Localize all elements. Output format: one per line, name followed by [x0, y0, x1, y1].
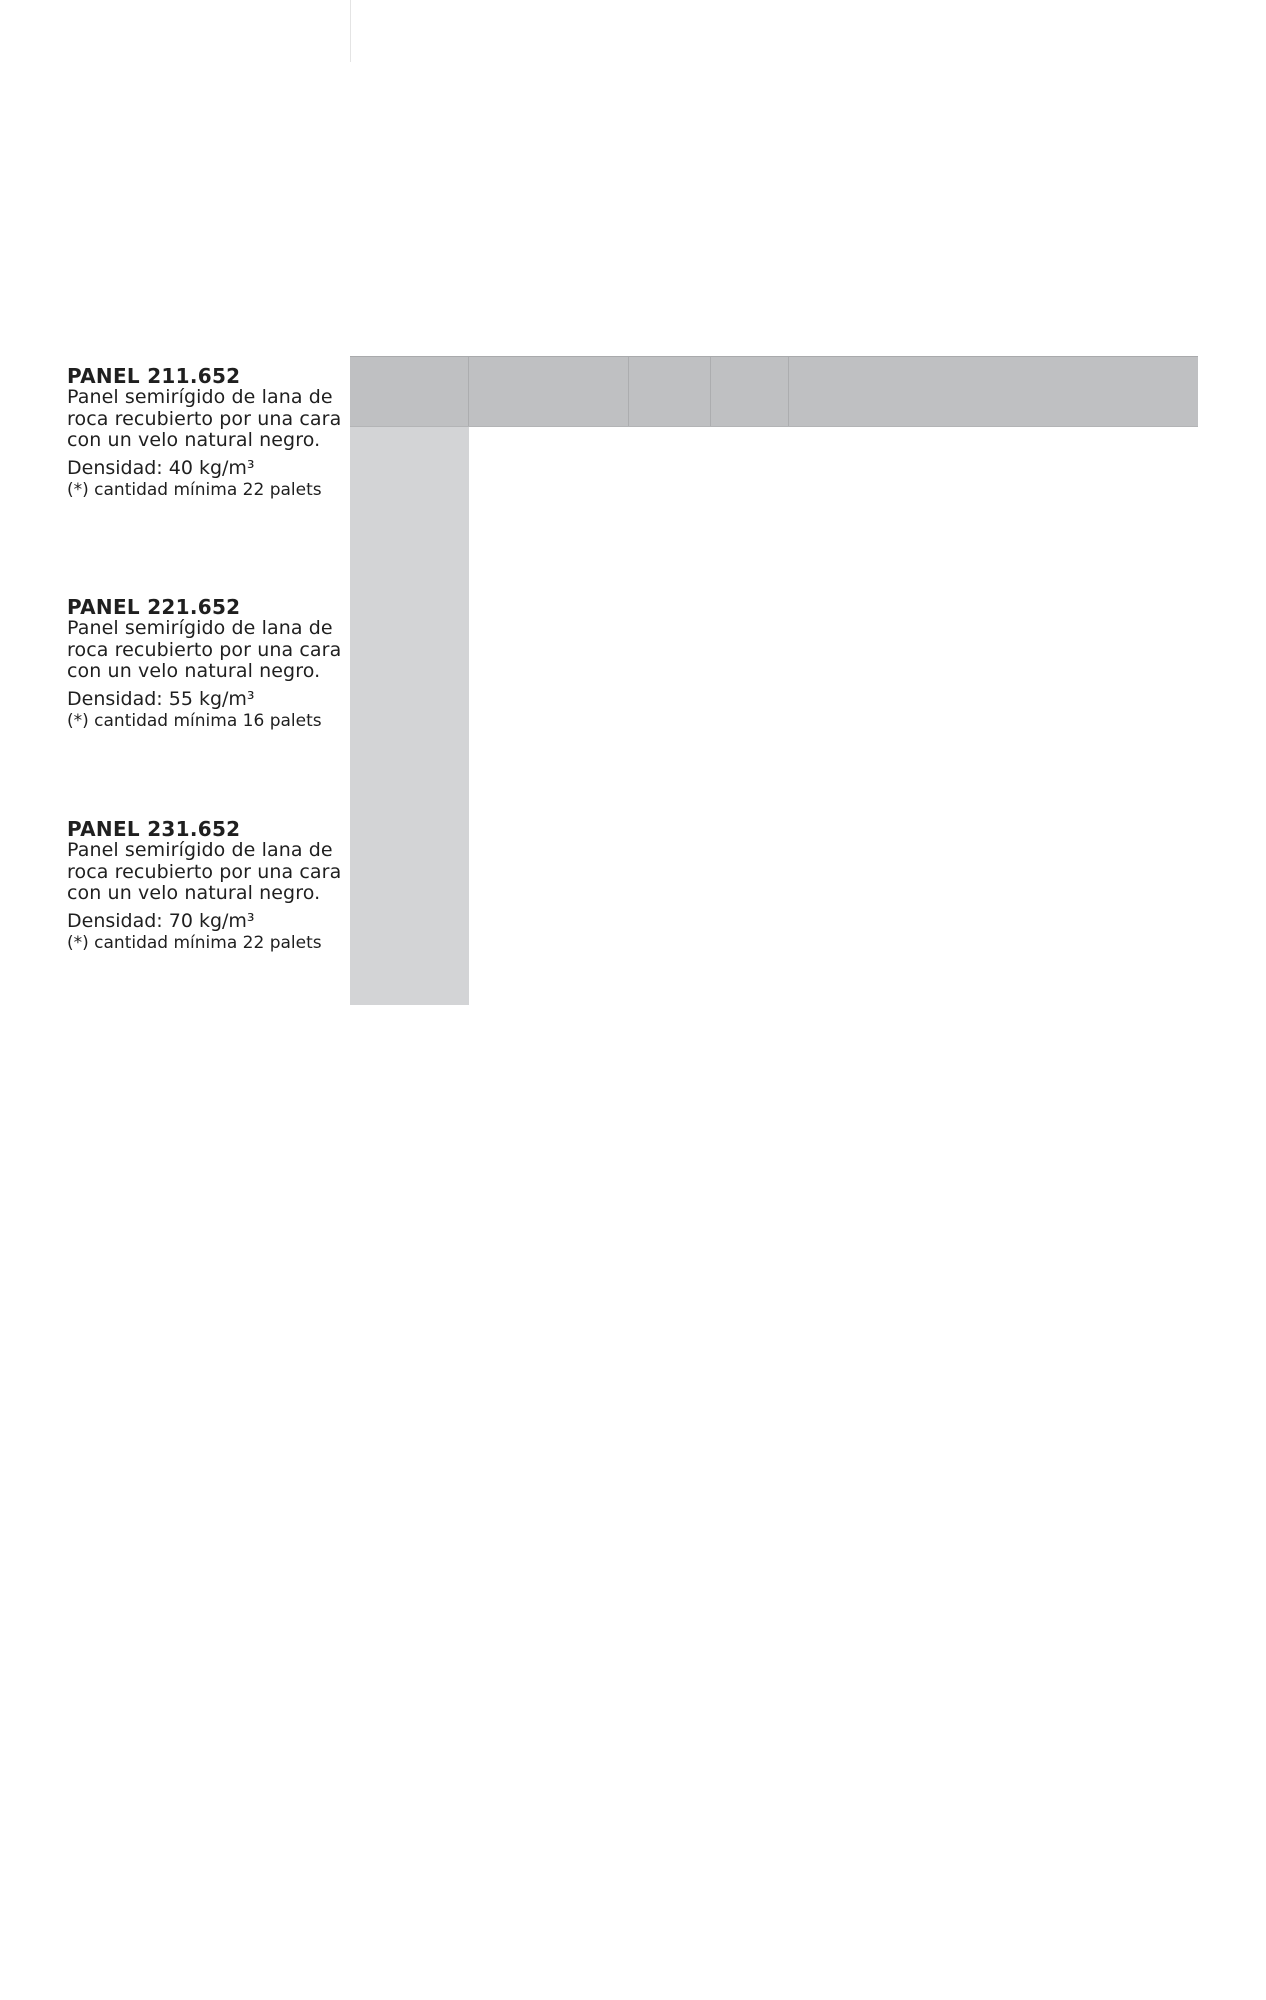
- product-description: Panel semirígido de lana de roca recubierto por una cara con un velo natural negro.: [67, 617, 342, 682]
- top-divider: [350, 0, 351, 62]
- product-block: [67, 596, 352, 732]
- table-header-cell: [789, 357, 1198, 426]
- table-header: [350, 356, 1198, 427]
- table-header-cell: [711, 357, 789, 426]
- product-density: Densidad: 70 kg/m³: [67, 909, 255, 932]
- product-description: Panel semirígido de lana de roca recubierto por una cara con un velo natural negro.: [67, 839, 342, 904]
- product-min-quantity: (*) cantidad mínima 22 palets: [67, 932, 322, 953]
- table-first-column: [350, 427, 469, 1005]
- product-block: [67, 365, 352, 501]
- product-block: [67, 818, 352, 954]
- table-header-cell: [629, 357, 711, 426]
- product-description: Panel semirígido de lana de roca recubierto por una cara con un velo natural negro.: [67, 386, 342, 451]
- product-min-quantity: (*) cantidad mínima 22 palets: [67, 479, 322, 500]
- product-density: Densidad: 55 kg/m³: [67, 687, 255, 710]
- product-min-quantity: (*) cantidad mínima 16 palets: [67, 710, 322, 731]
- product-name: PANEL 221.652: [67, 595, 241, 619]
- table-header-cell: [469, 357, 629, 426]
- product-density: Densidad: 40 kg/m³: [67, 456, 255, 479]
- product-name: PANEL 211.652: [67, 364, 241, 388]
- product-name: PANEL 231.652: [67, 817, 241, 841]
- table-header-cell: [350, 357, 469, 426]
